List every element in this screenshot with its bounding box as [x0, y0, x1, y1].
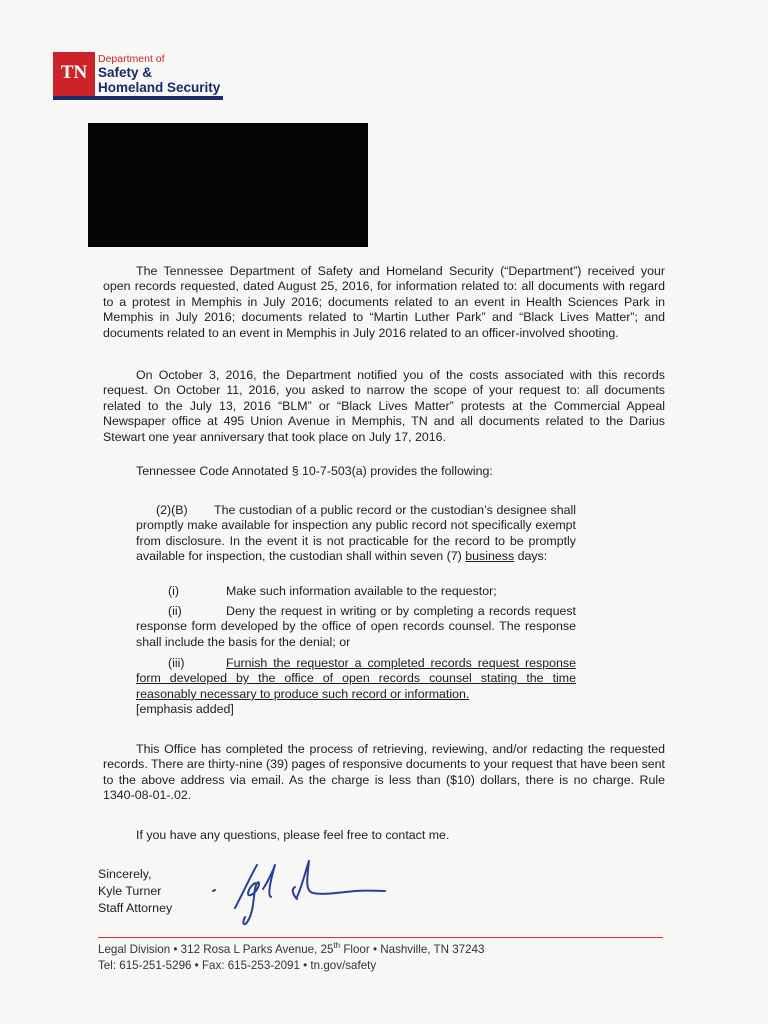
statute-i-number: (i) [168, 584, 180, 598]
signer-name: Kyle Turner [98, 884, 162, 898]
footer-rule [98, 937, 663, 938]
statute-business-word: business [465, 549, 515, 564]
redacted-address-block [88, 123, 368, 247]
department-name [98, 53, 220, 95]
statute-2b [136, 503, 576, 565]
statute-2b-text-b: days: [514, 549, 548, 564]
paragraph-code-intro: Tennessee Code Annotated § 10-7-503(a) provides the following: [136, 464, 493, 478]
closing-block [98, 866, 172, 917]
statute-ii-number: (ii) [168, 604, 182, 618]
paragraph-narrowed-scope: On October 3, 2016, the Department notified you of the costs associated with this records request. On October 11, 2016, you asked to narrow the scope of your request to: all documents related to the July 13, 2016 “BLM” or “Black Lives Matter” protests at the Commercial Appeal Newspaper office at 495 Union Avenue in Memphis, TN and all documents related to the Darius Stewart one year anniversary that took place on July 17, 2016. [103, 368, 665, 444]
statute-i-text: Make such information available to the requestor; [226, 584, 497, 598]
department-line1: Department of [98, 53, 165, 65]
statute-iii-underlined [136, 656, 576, 701]
statute-2b-text-a: The custodian of a public record or the custodian’s designee shall promptly make available for inspection any public record not specifically exempt from disclosure. In the event it is not practicable for the record to be promptly available for inspection, the custodian shall within seven (7) [136, 503, 576, 564]
closing-salutation: Sincerely, [98, 867, 152, 881]
signer-title: Staff Attorney [98, 901, 173, 915]
handwritten-signature [205, 853, 395, 933]
statute-i [136, 584, 576, 599]
footer-address-a: Legal Division • 312 Rosa L Parks Avenue, 25 [98, 942, 334, 956]
department-line2: Safety & [98, 65, 153, 80]
paragraph-request-summary: The Tennessee Department of Safety and Homeland Security (“Department”) received your open records requested, dated August 25, 2016, for information related to: all documents with regard to a protest in Memphis in July 2016; documents related to an event in Health Sciences Park in Memphis in July 2016; documents related to “Martin Luther Park” and “Black Lives Matter”; and documents related to an event in Memphis in July 2016 related to an officer-involved shooting. [103, 264, 665, 340]
footer-address-sup: th [333, 941, 341, 950]
footer-contact: Tel: 615-251-5296 • Fax: 615-253-2091 • tn.gov/safety [98, 959, 377, 972]
department-line3: Homeland Security [98, 80, 221, 95]
footer-address [98, 941, 484, 956]
emphasis-note: [emphasis added] [136, 702, 234, 717]
statute-iii-text: Furnish the requestor a completed records request response form developed by the office of open records counsel stating the time reasonably necessary to produce such record or information. [136, 656, 576, 701]
paragraph-contact: If you have any questions, please feel free to contact me. [136, 828, 450, 842]
statute-ii-text: Deny the request in writing or by completing a records request response form developed by the office of open records counsel. The response shall include the basis for the denial; or [136, 604, 576, 649]
statute-2b-number: (2)(B) [156, 503, 188, 517]
paragraph-records-completed: This Office has completed the process of retrieving, reviewing, and/or redacting the requested records. There are thirty-nine (39) pages of responsive documents to your request that have been sent to the above address via email. As the charge is less than ($10) dollars, there is no charge. Rule 1340-08-01-.02. [103, 742, 665, 803]
tn-logo [53, 52, 220, 95]
logo-navy-rule [53, 96, 223, 100]
statute-iii [136, 656, 576, 718]
statute-ii [136, 604, 576, 650]
statute-iii-number: (iii) [168, 656, 185, 670]
tn-badge: TN [53, 52, 95, 94]
footer-address-b: Floor • Nashville, TN 37243 [340, 942, 485, 956]
